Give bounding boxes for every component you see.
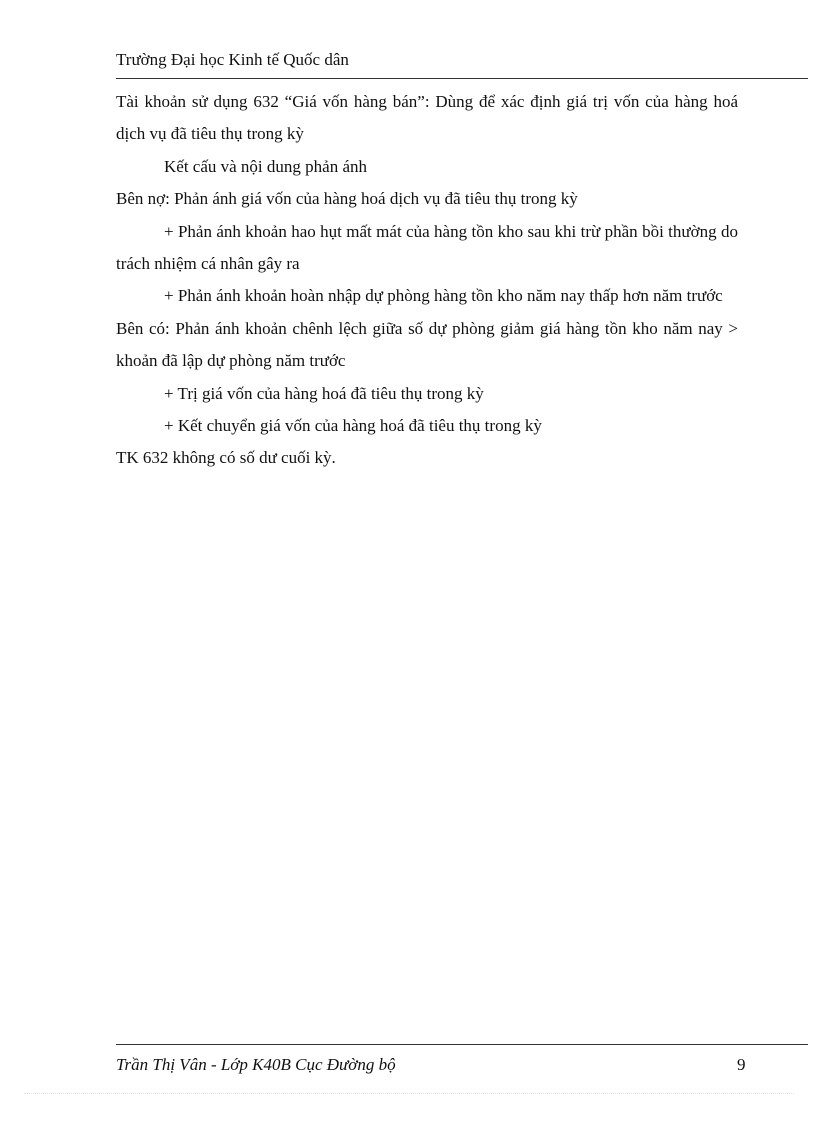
document-body <box>116 86 738 475</box>
paragraph-no-balance: TK 632 không có số dư cuối kỳ. <box>116 448 336 468</box>
paragraph-credit-side: Bên có: Phản ánh khoản chênh lệch giữa số dự phòng giảm giá hàng tồn kho năm nay > khoản đã lập dự phòng năm trước <box>116 318 738 371</box>
footer-author: Trần Thị Vân - Lớp K40B Cục Đường bộ <box>116 1055 396 1074</box>
header-divider <box>116 78 808 79</box>
page-header-title: Trường Đại học Kinh tế Quốc dân <box>116 50 349 69</box>
paragraph-credit-cost-item: + Trị giá vốn của hàng hoá đã tiêu thụ trong kỳ <box>164 383 484 403</box>
paragraph-debit-provision-item: + Phản ánh khoản hoàn nhập dự phòng hàng tồn kho năm nay thấp hơn năm trước <box>164 286 723 306</box>
paragraph-debit-loss-item: + Phản ánh khoản hao hụt mất mát của hàng tồn kho sau khi trừ phần bồi thường do trách nhiệm cá nhân gây ra <box>116 221 738 274</box>
page-number: 9 <box>737 1055 746 1074</box>
paragraph-structure-heading: Kết cấu và nội dung phản ánh <box>164 156 367 176</box>
paragraph-account-632-definition: Tài khoản sử dụng 632 “Giá vốn hàng bán”: Dùng để xác định giá trị vốn của hàng hoá dịch vụ đã tiêu thụ trong kỳ <box>116 92 738 144</box>
page-edge-divider <box>24 1093 794 1094</box>
paragraph-credit-transfer-item: + Kết chuyển giá vốn của hàng hoá đã tiêu thụ trong kỳ <box>164 416 542 436</box>
paragraph-debit-side: Bên nợ: Phản ánh giá vốn của hàng hoá dịch vụ đã tiêu thụ trong kỳ <box>116 189 578 209</box>
footer-divider <box>116 1044 808 1045</box>
